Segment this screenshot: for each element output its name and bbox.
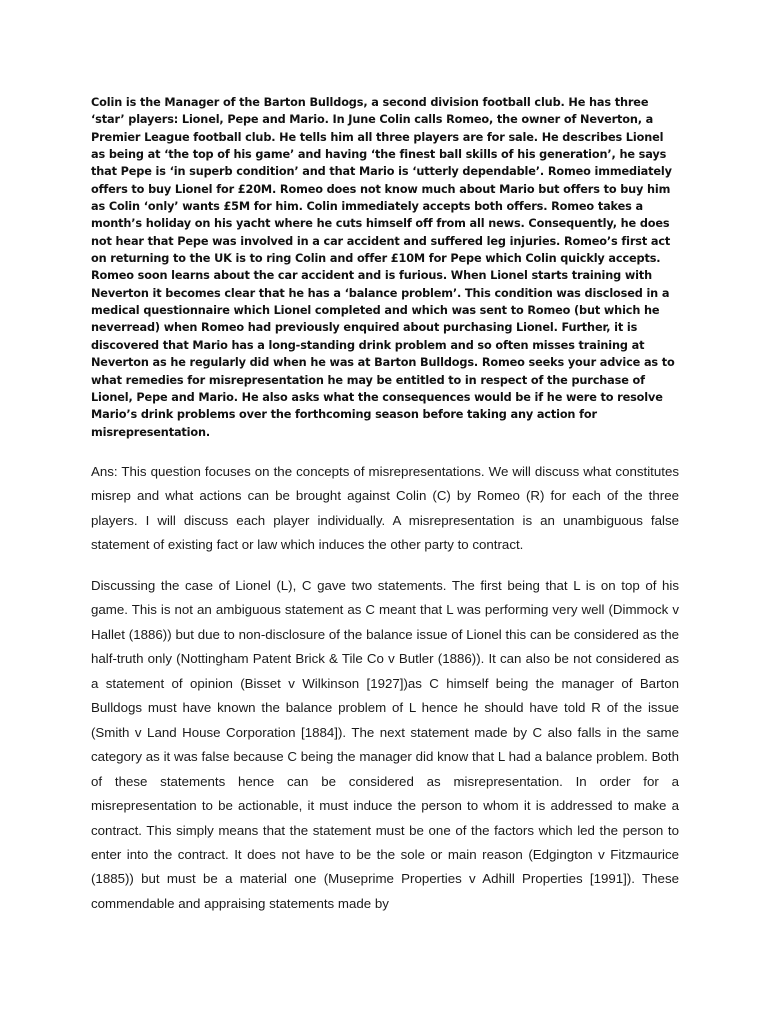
answer-paragraph: Ans: This question focuses on the concepts of misrepresentations. We will discuss what constitutes misrep and what actions can be brought against Colin (C) by Romeo (R) for each of the three players. I will discuss each player individually. A misrepresentation is an unambiguous false statement of existing fact or law which induces the other party to contract. <box>91 464 679 553</box>
question-text: Colin is the Manager of the Barton Bulldogs, a second division football club. He has three ‘star’ players: Lionel, Pepe and Mario. In June Colin calls Romeo, the owner of Neverton, a Premier League football club. He tells him all three players are for sale. He describes Lionel as being at ‘the top of his game’ and having ‘the finest ball skills of his generation’, he says that Pepe is ‘in superb condition’ and that Mario is ‘utterly dependable’. Romeo immediately offers to buy Lionel for £20M. Romeo does not know much about Mario but offers to buy him as Colin ‘only’ wants £5M for him. Colin immediately accepts both offers. Romeo takes a month’s holiday on his yacht where he cuts himself off from all news. Consequently, he does not hear that Pepe was involved in a car accident and suffered leg injuries. Romeo’s first act on returning to the UK is to ring Colin and offer £10M for Pepe which Colin quickly accepts. Romeo soon learns about the car accident and is furious. When Lionel starts training with Neverton it becomes clear that he has a ‘balance problem’. This condition was disclosed in a medical questionnaire which Lionel completed and which was sent to Romeo (but which he neverread) when Romeo had previously enquired about purchasing Lionel. Further, it is discovered that Mario has a long-standing drink problem and so often misses training at Neverton as he regularly did when he was at Barton Bulldogs. Romeo seeks your advice as to what remedies for misrepresentation he may be entitled to in respect of the purchase of Lionel, Pepe and Mario. He also asks what the consequences would be if he were to resolve Mario’s drink problems over the forthcoming season before taking any action for misrepresentation. <box>91 96 675 439</box>
answer-paragraph: Discussing the case of Lionel (L), C gave two statements. The first being that L is on top of his game. This is not an ambiguous statement as C meant that L was performing very well (Dimmock v Hallet (1886)) but due to non-disclosure of the balance issue of Lionel this can be considered as the half-truth only (Nottingham Patent Brick & Tile Co v Butler (1886)). It can also be not considered as a statement of opinion (Bisset v Wilkinson [1927])as C himself being the manager of Barton Bulldogs must have known the balance problem of L hence he should have told R of the issue (Smith v Land House Corporation [1884]). The next statement made by C also falls in the same category as it was false because C being the manager did know that L had a balance problem. Both of these statements hence can be considered as misrepresentation. In order for a misrepresentation to be actionable, it must induce the person to whom it is addressed to make a contract. This simply means that the statement must be one of the factors which led the person to enter into the contract. It does not have to be the sole or main reason (Edgington v Fitzmaurice (1885)) but must be a material one (Museprime Properties v Adhill Properties [1991]). These commendable and appraising statements made by <box>91 578 679 911</box>
